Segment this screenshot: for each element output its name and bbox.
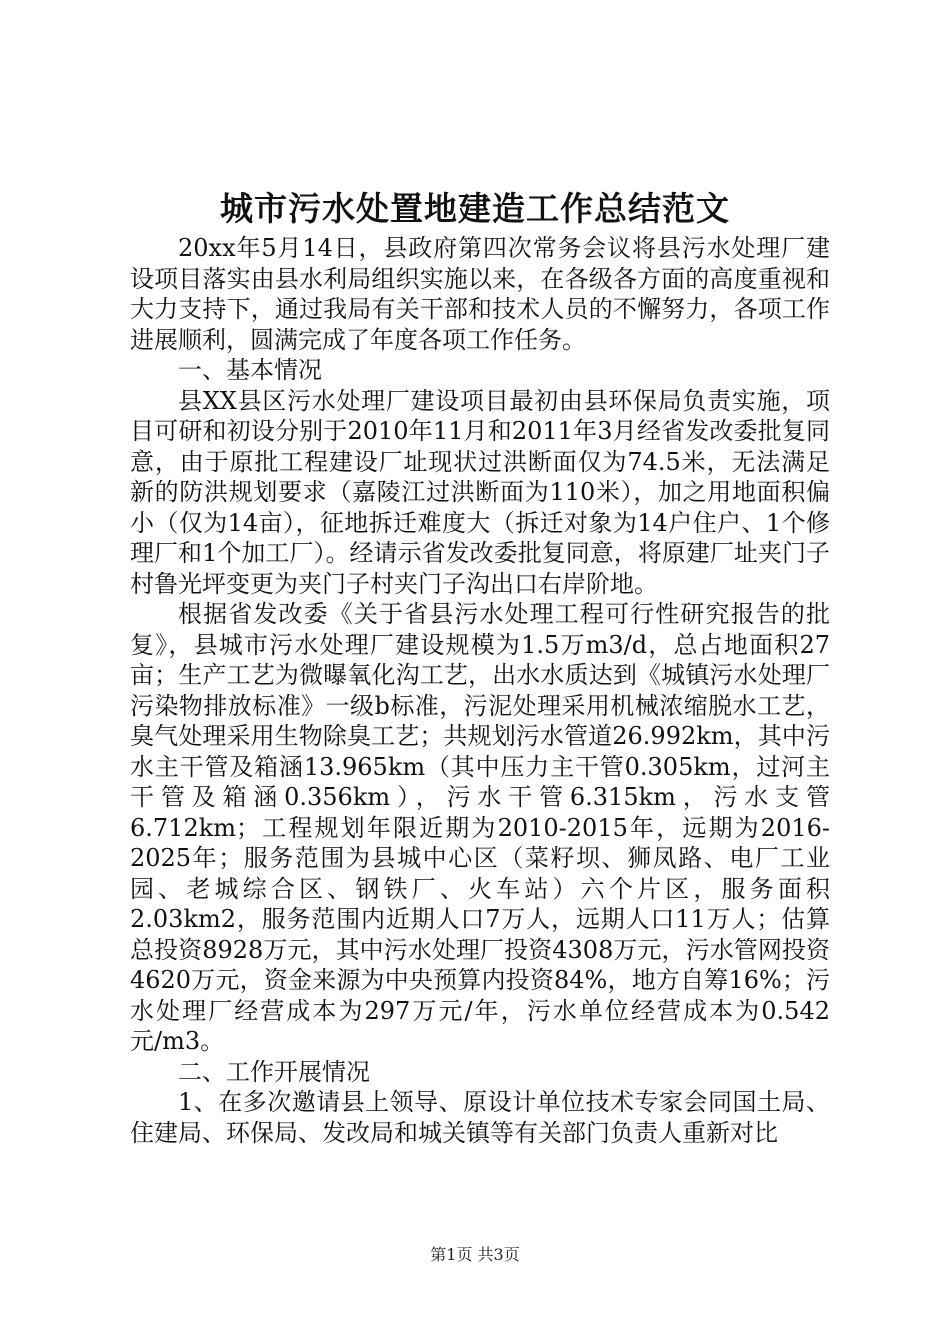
- document-title: 城市污水处置地建造工作总结范文: [220, 189, 730, 228]
- paragraph-work-item-1: 1、在多次邀请县上领导、原设计单位技术专家会同国土局、住建局、环保局、发改局和城关镇等有关部门负责人重新对比: [130, 1088, 830, 1147]
- paragraph-project-background: 县XX县区污水处理厂建设项目最初由县环保局负责实施，项目可研和初设分别于2010年11月和2011年3月经省发改委批复同意，由于原批工程建设厂址现状过洪断面仅为74.5米，无法满足新的防洪规划要求（嘉陵江过洪断面为110米），加之用地面积偏小（仅为14亩），征地拆迁难度大（拆迁对象为14户住户、1个修理厂和1个加工厂）。经请示省发改委批复同意，将原建厂址夹门子村鲁光坪变更为夹门子村夹门子沟出口右岸阶地。: [130, 386, 830, 598]
- paragraph-intro: 20xx年5月14日，县政府第四次常务会议将县污水处理厂建设项目落实由县水利局组织实施以来，在各级各方面的高度重视和大力支持下，通过我局有关干部和技术人员的不懈努力，各项工作进展顺利，圆满完成了年度各项工作任务。: [130, 234, 830, 354]
- document-body: [130, 233, 830, 1148]
- paragraph-project-scope: 根据省发改委《关于省县污水处理工程可行性研究报告的批复》，县城市污水处理厂建设规模为1.5万m3/d，总占地面积27亩；生产工艺为微曝氧化沟工艺，出水水质达到《城镇污水处理厂污染物排放标准》一级b标准，污泥处理采用机械浓缩脱水工艺，臭气处理采用生物除臭工艺；共规划污水管道26.992km，其中污水主干管及箱涵13.965km（其中压力主干管0.305km，过河主干管及箱涵0.356km），污水干管6.315km，污水支管6.712km；工程规划年限近期为2010-2015年，远期为2016-2025年；服务范围为县城中心区（菜籽坝、狮凤路、电厂工业园、老城综合区、钢铁厂、火车站）六个片区，服务面积2.03km2，服务范围内近期人口7万人，远期人口11万人；估算总投资8928万元，其中污水处理厂投资4308万元，污水管网投资4620万元，资金来源为中央预算内投资84%，地方自筹16%；污水处理厂经营成本为297万元/年，污水单位经营成本为0.542元/m3。: [130, 600, 830, 1055]
- section-heading-basic-situation: 一、基本情况: [178, 356, 322, 384]
- page-footer: 第1页 共3页: [430, 1245, 520, 1264]
- section-heading-work-progress: 二、工作开展情况: [178, 1057, 370, 1086]
